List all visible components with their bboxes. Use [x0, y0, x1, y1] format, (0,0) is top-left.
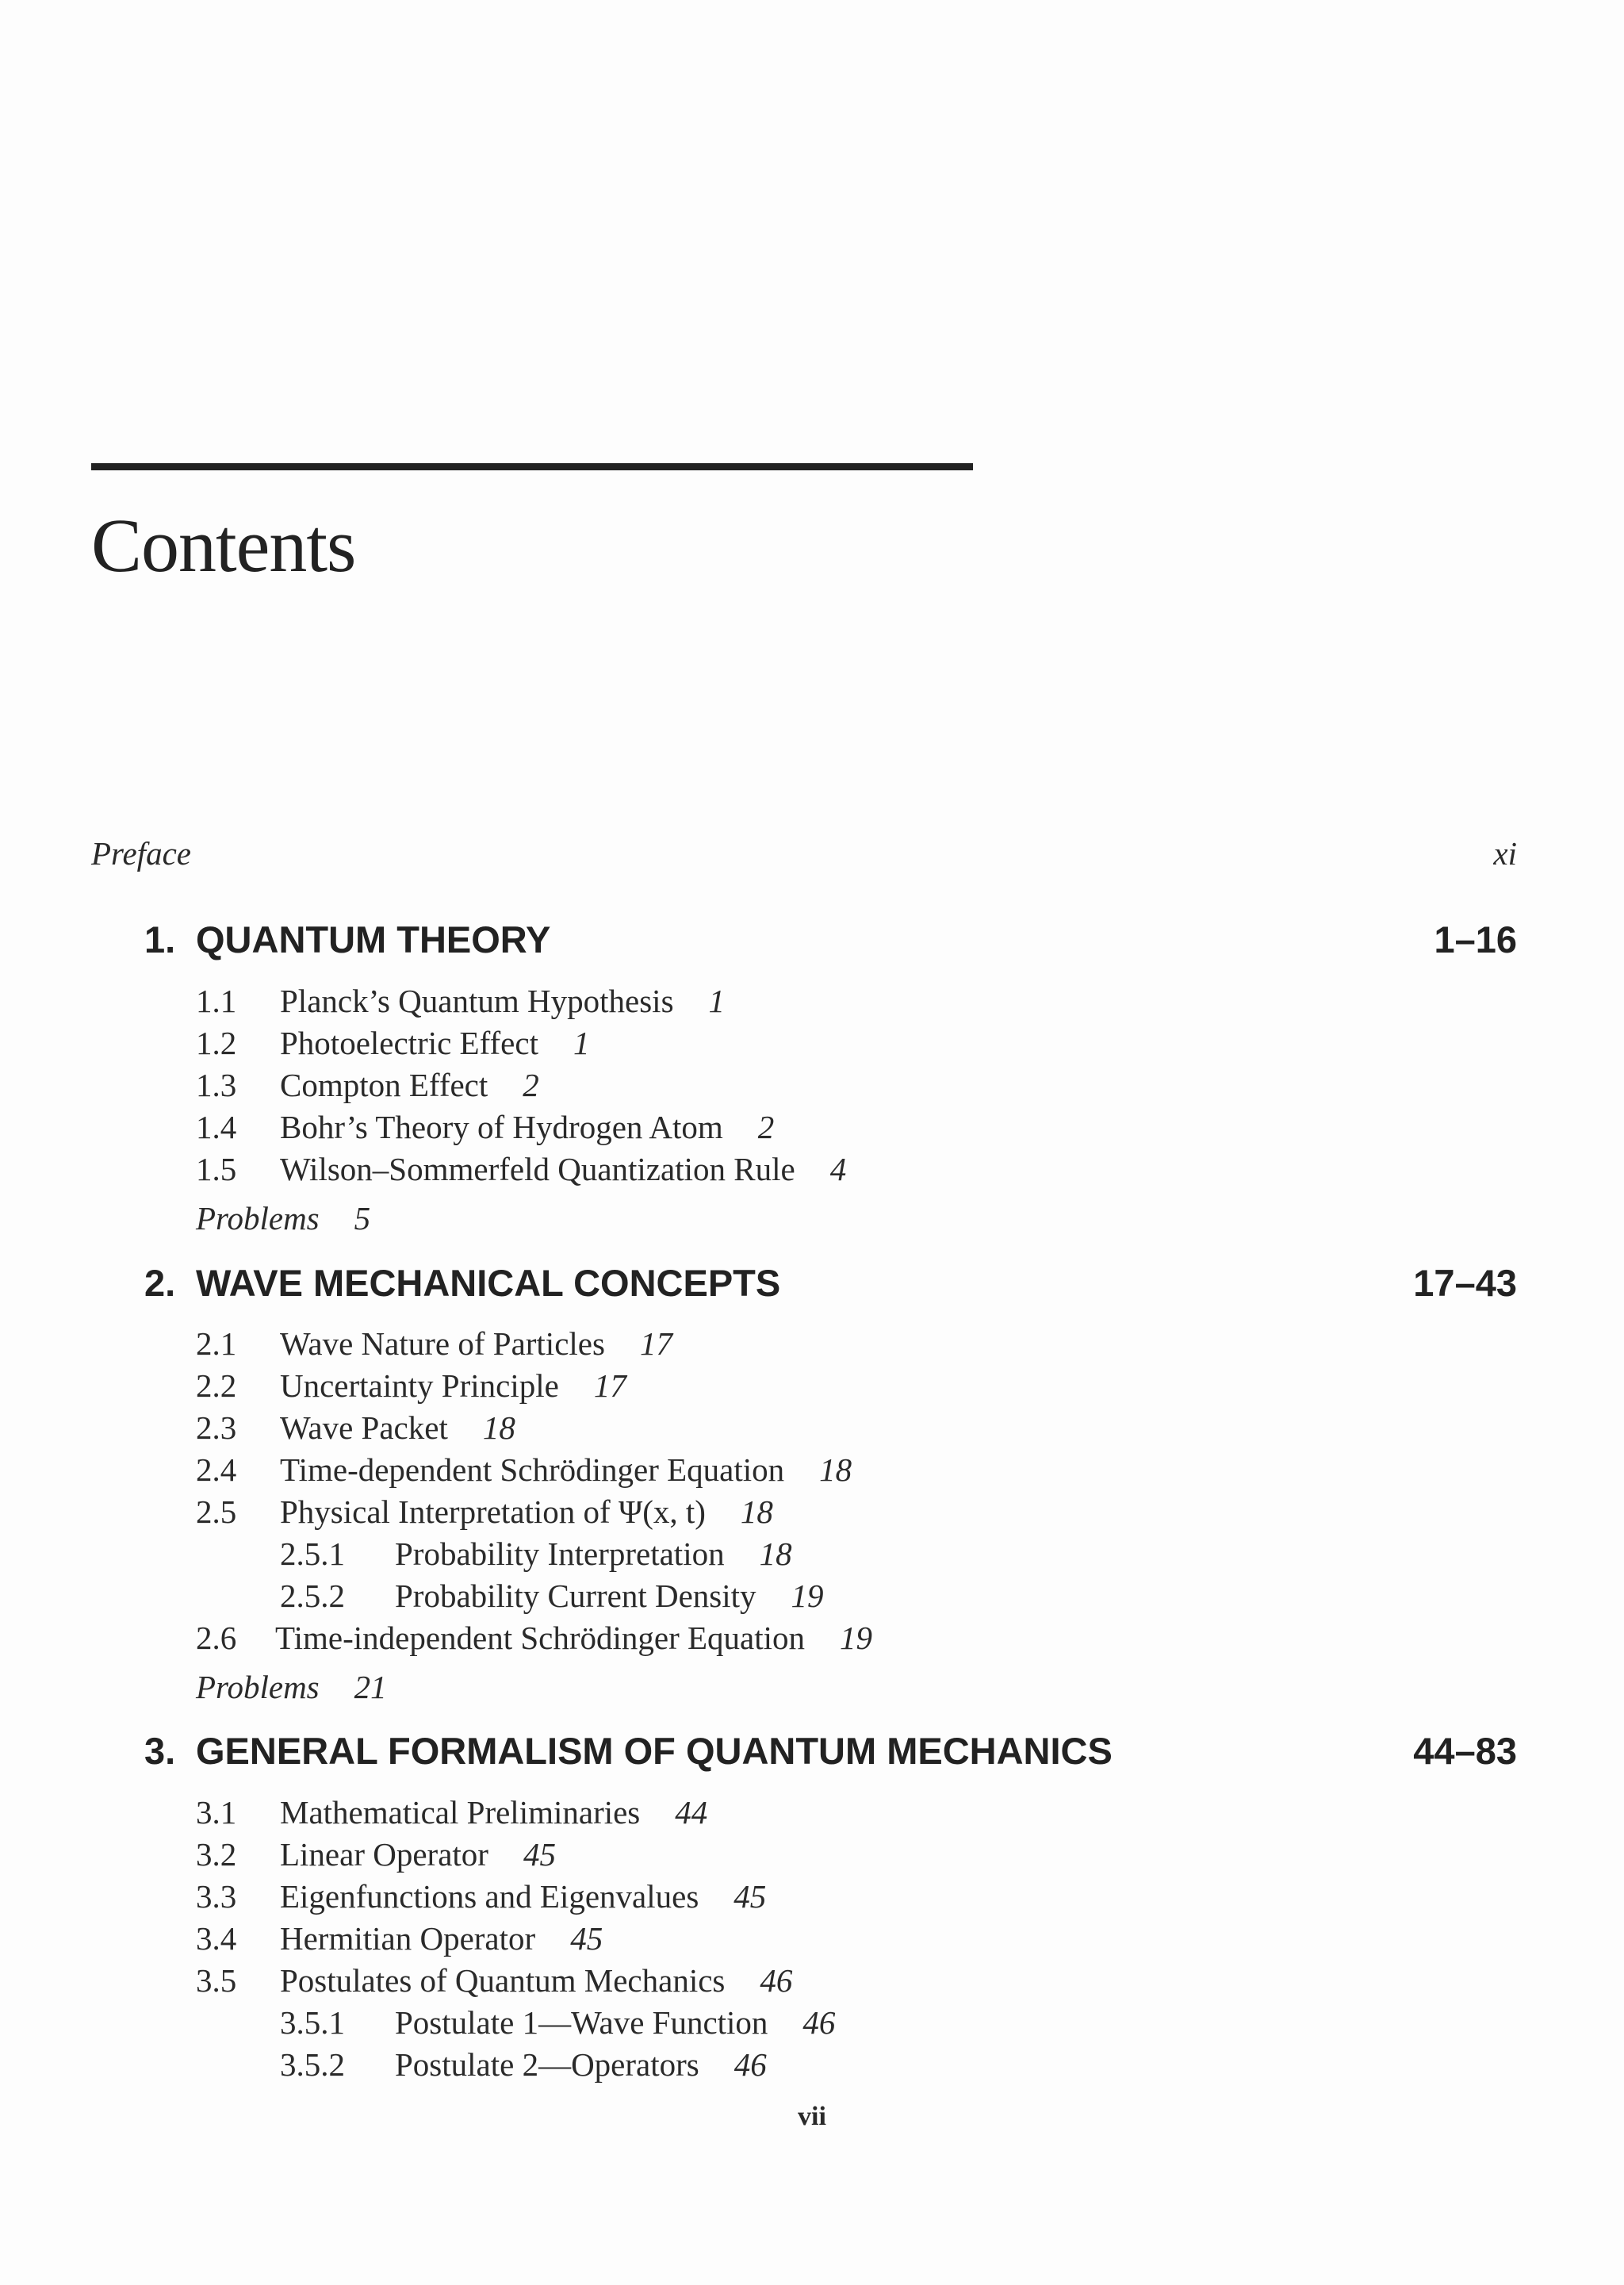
section-title: Probability Interpretation: [395, 1535, 725, 1572]
section-number: 2.5: [196, 1493, 237, 1530]
section-number: 2.1: [196, 1325, 237, 1362]
toc-entry-2-3[interactable]: [196, 1407, 515, 1448]
section-title: Wilson–Sommerfeld Quantization Rule: [280, 1151, 795, 1187]
section-number: 3.2: [196, 1836, 237, 1873]
chapter-title: GENERAL FORMALISM OF QUANTUM MECHANICS: [196, 1730, 1113, 1772]
section-number: 1.4: [196, 1109, 237, 1145]
page-title: Contents: [91, 503, 356, 588]
problems-entry-1[interactable]: [196, 1198, 370, 1239]
section-number: 3.4: [196, 1920, 237, 1957]
chapter-number: 1.: [144, 918, 176, 960]
section-page: 2: [757, 1109, 775, 1145]
section-page: 45: [733, 1878, 767, 1915]
chapter-title: QUANTUM THEORY: [196, 918, 551, 960]
toc-entry-3-3[interactable]: [196, 1876, 766, 1917]
section-number: 3.5: [196, 1962, 237, 1999]
section-title: Linear Operator: [280, 1836, 488, 1873]
toc-entry-2-4[interactable]: [196, 1449, 852, 1490]
section-title: Eigenfunctions and Eigenvalues: [280, 1878, 699, 1915]
problems-entry-2[interactable]: [196, 1666, 387, 1708]
section-title: Wave Packet: [280, 1409, 448, 1446]
toc-entry-1-2[interactable]: [196, 1022, 589, 1064]
section-title: Uncertainty Principle: [280, 1367, 559, 1404]
toc-entry-2-2[interactable]: [196, 1365, 626, 1406]
section-number: 2.5.2: [280, 1578, 345, 1614]
section-number: 3.1: [196, 1794, 237, 1831]
section-page: 18: [482, 1409, 515, 1446]
section-page: 45: [570, 1920, 603, 1957]
section-page: 1: [573, 1025, 590, 1061]
section-number: 3.3: [196, 1878, 237, 1915]
toc-entry-3-4[interactable]: [196, 1918, 603, 1959]
section-number: 3.5.1: [280, 2004, 345, 2041]
section-title: Probability Current Density: [395, 1578, 756, 1614]
toc-entry-2-5-1[interactable]: [280, 1533, 792, 1574]
toc-entry-3-1[interactable]: [196, 1792, 707, 1833]
chapter-2-heading[interactable]: [144, 1259, 1517, 1307]
toc-entry-3-5-2[interactable]: [280, 2044, 767, 2085]
section-number: 1.2: [196, 1025, 237, 1061]
section-number: 2.3: [196, 1409, 237, 1446]
toc-entry-2-5[interactable]: [196, 1491, 773, 1532]
section-number: 3.5.2: [280, 2046, 345, 2083]
toc-entry-1-1[interactable]: [196, 980, 725, 1022]
section-title: Mathematical Preliminaries: [280, 1794, 641, 1831]
section-title: Compton Effect: [280, 1067, 488, 1103]
section-number: 2.6: [196, 1620, 237, 1656]
problems-label: Problems: [196, 1200, 320, 1236]
toc-entry-2-1[interactable]: [196, 1323, 672, 1364]
title-rule: [91, 463, 973, 470]
chapter-page-range: 44–83: [1413, 1730, 1517, 1772]
section-title: Postulates of Quantum Mechanics: [280, 1962, 726, 1999]
section-page: 46: [733, 2046, 767, 2083]
section-title: Time-dependent Schrödinger Equation: [280, 1451, 785, 1488]
section-page: 18: [759, 1535, 792, 1572]
chapter-title: WAVE MECHANICAL CONCEPTS: [196, 1262, 781, 1304]
section-number: 1.3: [196, 1067, 237, 1103]
section-number: 2.5.1: [280, 1535, 345, 1572]
section-title: Time-independent Schrödinger Equation: [275, 1620, 806, 1656]
section-title: Wave Nature of Particles: [280, 1325, 605, 1362]
section-page: 19: [791, 1578, 824, 1614]
chapter-1-heading[interactable]: [144, 916, 1517, 964]
chapter-page-range: 1–16: [1434, 918, 1517, 960]
toc-entry-3-5[interactable]: [196, 1960, 792, 2001]
problems-page: 21: [354, 1669, 387, 1705]
section-page: 44: [675, 1794, 708, 1831]
section-page: 1: [708, 983, 726, 1019]
section-page: 45: [523, 1836, 556, 1873]
chapter-number: 3.: [144, 1730, 176, 1772]
page-number: vii: [798, 2102, 826, 2131]
toc-entry-1-5[interactable]: [196, 1148, 846, 1190]
section-title: Photoelectric Effect: [280, 1025, 538, 1061]
section-number: 1.1: [196, 983, 237, 1019]
toc-entry-3-5-1[interactable]: [280, 2002, 835, 2043]
toc-entry-2-6[interactable]: [196, 1617, 872, 1658]
toc-entry-2-5-2[interactable]: [280, 1575, 824, 1616]
section-title: Postulate 1—Wave Function: [395, 2004, 768, 2041]
section-page: 2: [523, 1067, 539, 1103]
section-page: 46: [802, 2004, 836, 2041]
section-number: 2.2: [196, 1367, 237, 1404]
toc-entry-1-3[interactable]: [196, 1064, 539, 1106]
section-title: Planck’s Quantum Hypothesis: [280, 983, 674, 1019]
section-number: 1.5: [196, 1151, 237, 1187]
chapter-number: 2.: [144, 1262, 176, 1304]
section-page: 4: [829, 1151, 847, 1187]
preface-page: xi: [1493, 835, 1517, 872]
section-page: 46: [760, 1962, 793, 1999]
toc-entry-3-2[interactable]: [196, 1834, 556, 1875]
section-title: Postulate 2—Operators: [395, 2046, 699, 2083]
problems-page: 5: [354, 1200, 371, 1236]
preface-label[interactable]: Preface: [91, 835, 191, 872]
section-page: 18: [740, 1493, 773, 1530]
section-page: 19: [840, 1620, 873, 1656]
section-page: 17: [593, 1367, 626, 1404]
chapter-page-range: 17–43: [1413, 1262, 1517, 1304]
chapter-3-heading[interactable]: [144, 1727, 1517, 1775]
section-title: Bohr’s Theory of Hydrogen Atom: [280, 1109, 723, 1145]
section-page: 17: [639, 1325, 672, 1362]
section-page: 18: [819, 1451, 852, 1488]
section-title: Physical Interpretation of Ψ(x, t): [280, 1493, 706, 1530]
toc-entry-1-4[interactable]: [196, 1106, 774, 1148]
problems-label: Problems: [196, 1669, 320, 1705]
section-title: Hermitian Operator: [280, 1920, 536, 1957]
section-number: 2.4: [196, 1451, 237, 1488]
